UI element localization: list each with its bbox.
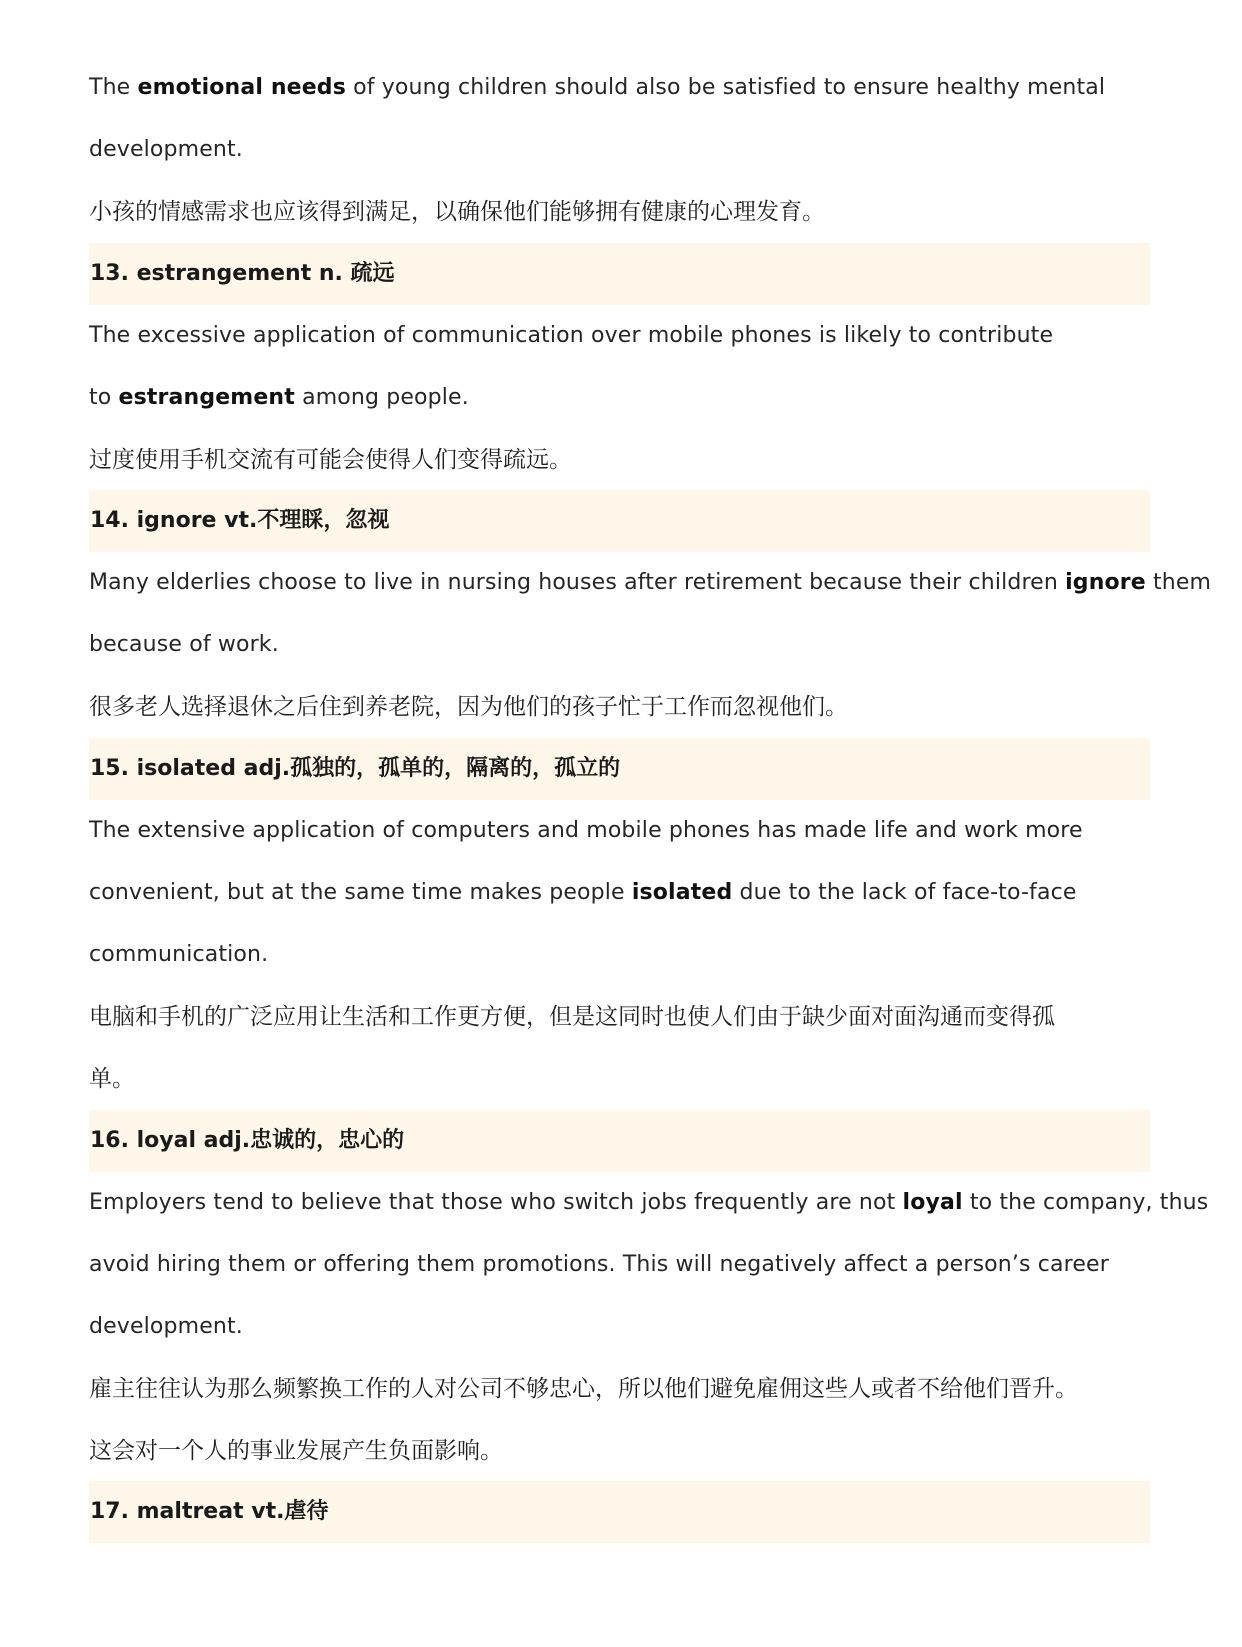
vocab-heading-14: 14. ignore vt.不理睬，忽视 [89, 490, 1150, 552]
example-sentence-en: The emotional needs of young children should also be satisfied to ensure healthy mental [89, 75, 1106, 100]
example-sentence-zh: 电脑和手机的广泛应用让生活和工作更方便，但是这同时也使人们由于缺少面对面沟通而变得孤 [89, 1004, 1055, 1030]
example-sentence-zh: 雇主往往认为那么频繁换工作的人对公司不够忠心，所以他们避免雇佣这些人或者不给他们晋升。 [89, 1376, 1078, 1402]
example-sentence-en: avoid hiring them or offering them promotions. This will negatively affect a person’s career [89, 1252, 1109, 1277]
example-sentence-zh: 很多老人选择退休之后住到养老院，因为他们的孩子忙于工作而忽视他们。 [89, 694, 848, 720]
keyword-highlight: loyal [902, 1190, 963, 1215]
example-sentence-en: to estrangement among people. [89, 385, 469, 410]
example-sentence-zh: 过度使用手机交流有可能会使得人们变得疏远。 [89, 447, 572, 473]
example-sentence-en: development. [89, 137, 243, 162]
example-sentence-zh: 这会对一个人的事业发展产生负面影响。 [89, 1438, 503, 1464]
keyword-highlight: emotional needs [137, 75, 346, 100]
example-sentence-en: Many elderlies choose to live in nursing houses after retirement because their children ignore them [89, 570, 1212, 595]
example-sentence-en: because of work. [89, 632, 279, 657]
example-sentence-zh: 单。 [89, 1066, 135, 1092]
vocab-heading-16: 16. loyal adj.忠诚的，忠心的 [89, 1110, 1150, 1172]
vocab-heading-17: 17. maltreat vt.虐待 [89, 1481, 1150, 1543]
example-sentence-en: The extensive application of computers and mobile phones has made life and work more [89, 818, 1083, 843]
example-sentence-en: communication. [89, 942, 269, 967]
vocab-heading-15: 15. isolated adj.孤独的，孤单的，隔离的，孤立的 [89, 738, 1150, 800]
example-sentence-en: The excessive application of communication over mobile phones is likely to contribute [89, 323, 1054, 348]
keyword-highlight: ignore [1065, 570, 1146, 595]
example-sentence-en: convenient, but at the same time makes people isolated due to the lack of face-to-face [89, 880, 1077, 905]
example-sentence-zh: 小孩的情感需求也应该得到满足，以确保他们能够拥有健康的心理发育。 [89, 199, 825, 225]
keyword-highlight: isolated [631, 880, 733, 905]
vocab-heading-13: 13. estrangement n. 疏远 [89, 243, 1150, 305]
example-sentence-en: development. [89, 1314, 243, 1339]
keyword-highlight: estrangement [118, 385, 295, 410]
example-sentence-en: Employers tend to believe that those who switch jobs frequently are not loyal to the company, thus [89, 1190, 1209, 1215]
